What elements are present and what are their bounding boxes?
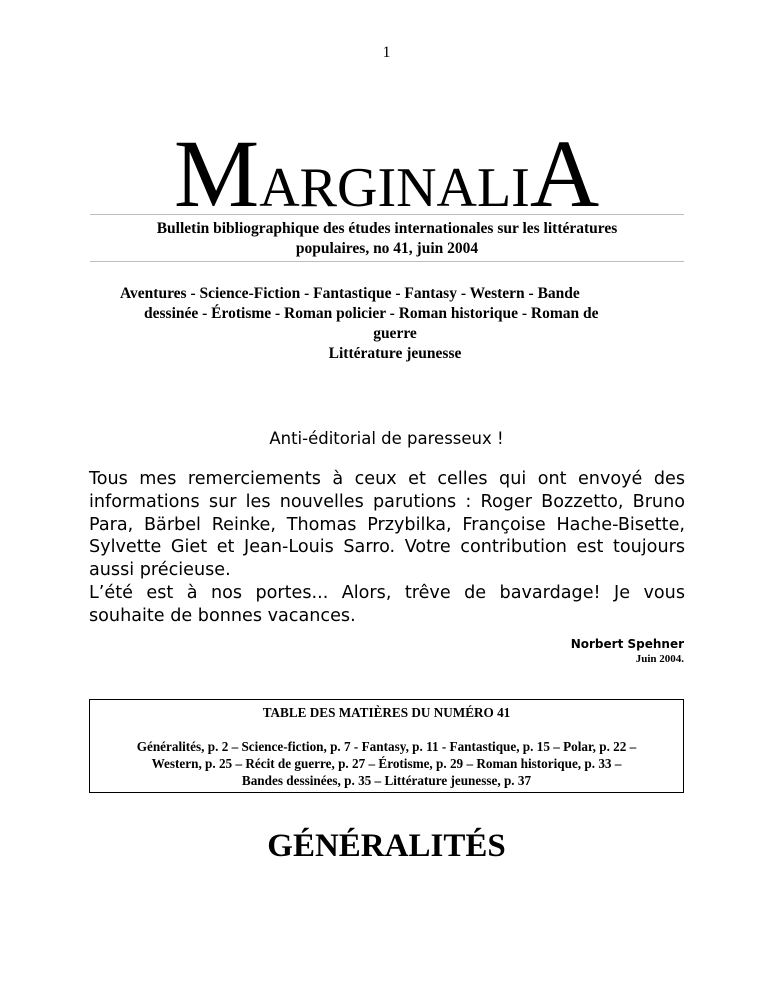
genre-line-2: dessinée - Érotisme - Roman policier - Roman historique - Roman de	[144, 305, 599, 322]
bulletin-subtitle	[110, 219, 664, 259]
page-number: 1	[382, 44, 391, 61]
genre-list	[115, 284, 675, 364]
genre-line-3: guerre	[373, 325, 417, 342]
masthead-rule-top	[90, 214, 684, 215]
signature-name: Norbert Spehner	[570, 637, 684, 651]
section-heading: GÉNÉRALITÉS	[267, 828, 506, 864]
toc-line-3: Bandes dessinées, p. 35 – Littérature jeunesse, p. 37	[241, 773, 532, 788]
toc-entries	[96, 738, 677, 789]
editorial-body	[89, 468, 685, 628]
editorial-heading: Anti-éditorial de paresseux !	[269, 429, 504, 448]
toc-line-1: Généralités, p. 2 – Science-fiction, p. 7 - Fantasy, p. 11 - Fantastique, p. 15 – Polar, p. 22 –	[136, 739, 637, 754]
editorial-paragraph-1: Tous mes remerciements à ceux et celles qui ont envoyé des informations sur les nouvelles parutions : Roger Bozzetto, Bruno Para, Bärbel Reinke, Thomas Przybilka, Françoise Hache-Bisette, Sylvette Giet et Jean-Louis Sarro. Votre contribution est toujours aussi précieuse.	[89, 469, 685, 581]
masthead-middle: ARGINALI	[259, 157, 530, 219]
masthead-title	[0, 120, 773, 227]
genre-line-4: Littérature jeunesse	[328, 345, 462, 362]
subtitle-line-2: populaires, no 41, juin 2004	[295, 240, 479, 257]
signature-date: Juin 2004.	[635, 653, 684, 665]
toc-line-2: Western, p. 25 – Récit de guerre, p. 27 – Érotisme, p. 29 – Roman historique, p. 33 –	[151, 756, 622, 771]
masthead-initial: M	[173, 120, 260, 227]
masthead-rule-bottom	[90, 261, 684, 262]
toc-title: TABLE DES MATIÈRES DU NUMÉRO 41	[262, 705, 511, 720]
genre-line-1: Aventures - Science-Fiction - Fantastique - Fantasy - Western - Bande	[120, 285, 580, 302]
subtitle-line-1: Bulletin bibliographique des études internationales sur les littératures	[156, 220, 618, 237]
table-of-contents-box	[89, 699, 684, 793]
signature-block	[420, 636, 684, 666]
editorial-paragraph-2: L’été est à nos portes... Alors, trêve de bavardage! Je vous souhaite de bonnes vacances.	[89, 582, 685, 626]
masthead-final: A	[529, 120, 600, 227]
